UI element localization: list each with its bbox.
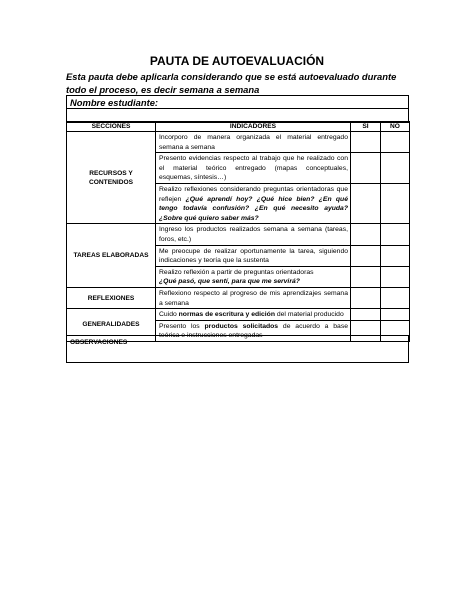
indicator-cell: Reflexiono respecto al progreso de mis aprendizajes semana a semana bbox=[156, 287, 351, 308]
section-reflexiones: REFLEXIONES bbox=[67, 287, 156, 308]
indicator-cell: Me preocupe de realizar oportunamente la tarea, siguiendo indicaciones y teoría que la sustenta bbox=[156, 245, 351, 266]
student-name-table bbox=[66, 95, 409, 123]
header-yes: SI bbox=[351, 122, 381, 132]
guiding-questions: ¿Qué aprendí hoy? ¿Qué hice bien? ¿En qué tengo todavía confusión? ¿En qué necesito ayuda? ¿Sobre qué quiero saber más? bbox=[159, 195, 348, 222]
indicator-cell: Ingreso los productos realizados semana a semana (tareas, foros, etc.) bbox=[156, 224, 351, 245]
guiding-questions: ¿Qué pasó, que sentí, para que me servirá? bbox=[159, 278, 300, 286]
section-tareas: TAREAS ELABORADAS bbox=[67, 224, 156, 288]
section-generalidades: GENERALIDADES bbox=[67, 309, 156, 342]
intro-instructions: Esta pauta debe aplicarla considerando que se está autoevaluado durante todo el proceso, es decir semana a semana bbox=[66, 71, 397, 95]
indicator-emphasis: productos solicitados bbox=[204, 322, 279, 330]
header-no: NO bbox=[381, 122, 410, 132]
indicator-text: Realizo reflexiones considerando preguntas orientadoras que reflejen bbox=[159, 185, 348, 203]
yes-cell[interactable] bbox=[351, 309, 381, 321]
yes-cell[interactable] bbox=[351, 183, 381, 223]
student-name-label: Nombre estudiante: bbox=[67, 96, 409, 109]
table-header-row bbox=[67, 122, 410, 132]
header-indicators: INDICADORES bbox=[156, 122, 351, 132]
no-cell[interactable] bbox=[381, 183, 410, 223]
no-cell[interactable] bbox=[381, 153, 410, 184]
indicator-text: de acuerdo a base teórica e instrucciones entregadas bbox=[159, 322, 349, 340]
evaluation-table bbox=[66, 121, 410, 342]
yes-cell[interactable] bbox=[351, 224, 381, 245]
indicator-text: Cuido bbox=[159, 311, 179, 319]
no-cell[interactable] bbox=[381, 266, 410, 287]
observations-table bbox=[66, 335, 409, 363]
indicator-cell bbox=[156, 266, 351, 287]
indicator-emphasis: normas de escritura y edición bbox=[178, 311, 275, 319]
header-sections: SECCIONES bbox=[67, 122, 156, 132]
yes-cell[interactable] bbox=[351, 153, 381, 184]
no-cell[interactable] bbox=[381, 224, 410, 245]
yes-cell[interactable] bbox=[351, 266, 381, 287]
section-recursos: RECURSOS Y CONTENIDOS bbox=[67, 132, 156, 224]
no-cell[interactable] bbox=[381, 287, 410, 308]
table-row bbox=[67, 287, 410, 308]
indicator-cell: Presento evidencias respecto al trabajo que he realizado con el material teórico entregado (mapas conceptuales, esquemas, síntesis…) bbox=[156, 153, 351, 184]
indicator-cell: Incorporo de manera organizada el material entregado semana a semana bbox=[156, 132, 351, 153]
indicator-text: Realizo reflexión a partir de preguntas orientadoras bbox=[159, 268, 314, 276]
observations-field[interactable] bbox=[67, 336, 409, 363]
indicator-cell bbox=[156, 183, 351, 223]
no-cell[interactable] bbox=[381, 309, 410, 321]
table-row bbox=[67, 309, 410, 321]
indicator-text: Presento los bbox=[159, 322, 205, 330]
page-title: PAUTA DE AUTOEVALUACIÓN bbox=[149, 54, 325, 68]
yes-cell[interactable] bbox=[351, 132, 381, 153]
table-row bbox=[67, 224, 410, 245]
yes-cell[interactable] bbox=[351, 287, 381, 308]
observations-label: OBSERVACIONES bbox=[70, 339, 128, 346]
no-cell[interactable] bbox=[381, 132, 410, 153]
indicator-cell bbox=[156, 309, 351, 321]
indicator-text: del material producido bbox=[274, 311, 344, 319]
no-cell[interactable] bbox=[381, 245, 410, 266]
yes-cell[interactable] bbox=[351, 245, 381, 266]
table-row bbox=[67, 132, 410, 153]
